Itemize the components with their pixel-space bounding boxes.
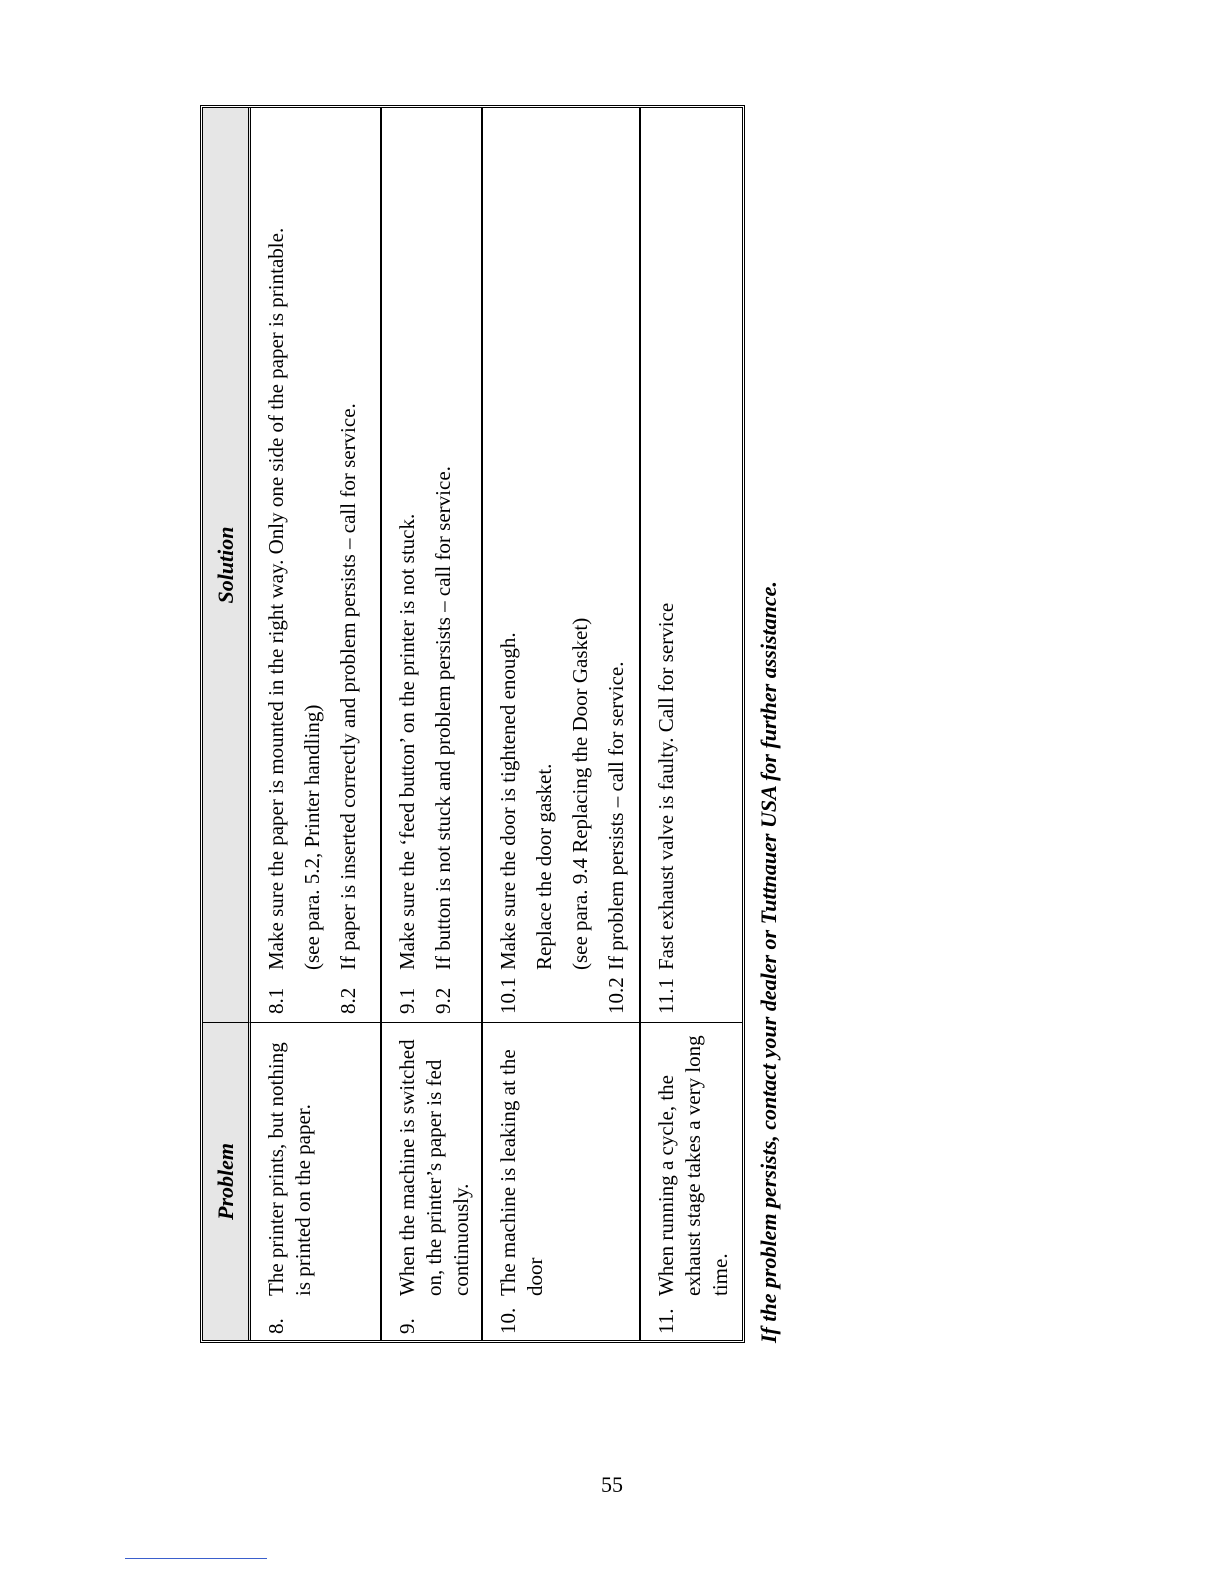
solution-line: [567, 108, 594, 1014]
solution-column-header: Solution: [203, 108, 251, 1022]
table-row: [251, 108, 382, 1340]
problem-number: 10.: [496, 1307, 520, 1334]
problem-cell: [483, 1022, 641, 1340]
solution-text: (see para. 5.2, Printer handling): [300, 704, 324, 970]
solution-line: [394, 108, 421, 1014]
problem-number: 9.: [395, 1318, 419, 1334]
solution-cell: [483, 108, 641, 1022]
solution-number: [531, 970, 558, 1014]
solution-text: Make sure the ‘feed button’ on the printer is not stuck.: [395, 513, 419, 970]
solution-text: Make sure the paper is mounted in the right way. Only one side of the paper is printable.: [264, 227, 288, 970]
solution-number: 10.2: [604, 977, 628, 1014]
solution-number: 10.1: [496, 977, 520, 1014]
problem-number: 11.: [654, 1308, 678, 1334]
table-row: [483, 108, 641, 1340]
solution-line: [603, 108, 630, 1014]
problem-text: When running a cycle, the exhaust stage takes a very long time.: [654, 1035, 732, 1296]
solution-line: [335, 108, 362, 1014]
footnote-separator: [125, 1558, 267, 1559]
rotated-page-inner: [200, 105, 790, 1343]
assistance-note: If the problem persists, contact your dealer or Tuttnauer USA for further assistance.: [756, 581, 781, 1343]
solution-line: [430, 108, 457, 1014]
solution-text: If button is not stuck and problem persists – call for service.: [431, 466, 455, 970]
problem-column-header: Problem: [203, 1022, 251, 1340]
problem-number: 8.: [264, 1318, 288, 1334]
solution-number: 9.2: [431, 987, 455, 1014]
problem-cell: [641, 1022, 742, 1340]
page-number: 55: [601, 1472, 623, 1497]
problem-text: The printer prints, but nothing is printed on the paper.: [264, 1042, 315, 1296]
solution-line: [653, 108, 680, 1014]
solution-number: 9.1: [395, 987, 419, 1014]
solution-cell: [251, 108, 382, 1022]
solution-number: 8.1: [264, 987, 288, 1014]
troubleshooting-table: [200, 105, 745, 1343]
rotated-page-content: [200, 105, 790, 1343]
solution-number: 11.1: [654, 978, 678, 1014]
solution-line: [531, 108, 558, 1014]
problem-text: The machine is leaking at the door: [496, 1049, 547, 1296]
problem-cell: [382, 1022, 483, 1340]
table-row: [382, 108, 483, 1340]
solution-line: [263, 108, 290, 1014]
solution-number: 8.2: [336, 987, 360, 1014]
solution-line: [299, 108, 326, 1014]
solution-number: [299, 970, 326, 1014]
problem-cell: [251, 1022, 382, 1340]
solution-cell: [641, 108, 742, 1022]
solution-number: [567, 970, 594, 1014]
solution-line: [495, 108, 522, 1014]
solution-text: Fast exhaust valve is faulty. Call for service: [654, 602, 678, 970]
table-row: [641, 108, 742, 1340]
table-header-row: [203, 108, 251, 1340]
problem-text: When the machine is switched on, the printer’s paper is fed continuously.: [395, 1039, 473, 1296]
solution-cell: [382, 108, 483, 1022]
solution-text: If paper is inserted correctly and problem persists – call for service.: [336, 403, 360, 970]
solution-text: (see para. 9.4 Replacing the Door Gasket): [568, 617, 592, 970]
solution-text: Replace the door gasket.: [532, 763, 556, 970]
solution-text: Make sure the door is tightened enough.: [496, 632, 520, 970]
solution-text: If problem persists – call for service.: [604, 661, 628, 970]
